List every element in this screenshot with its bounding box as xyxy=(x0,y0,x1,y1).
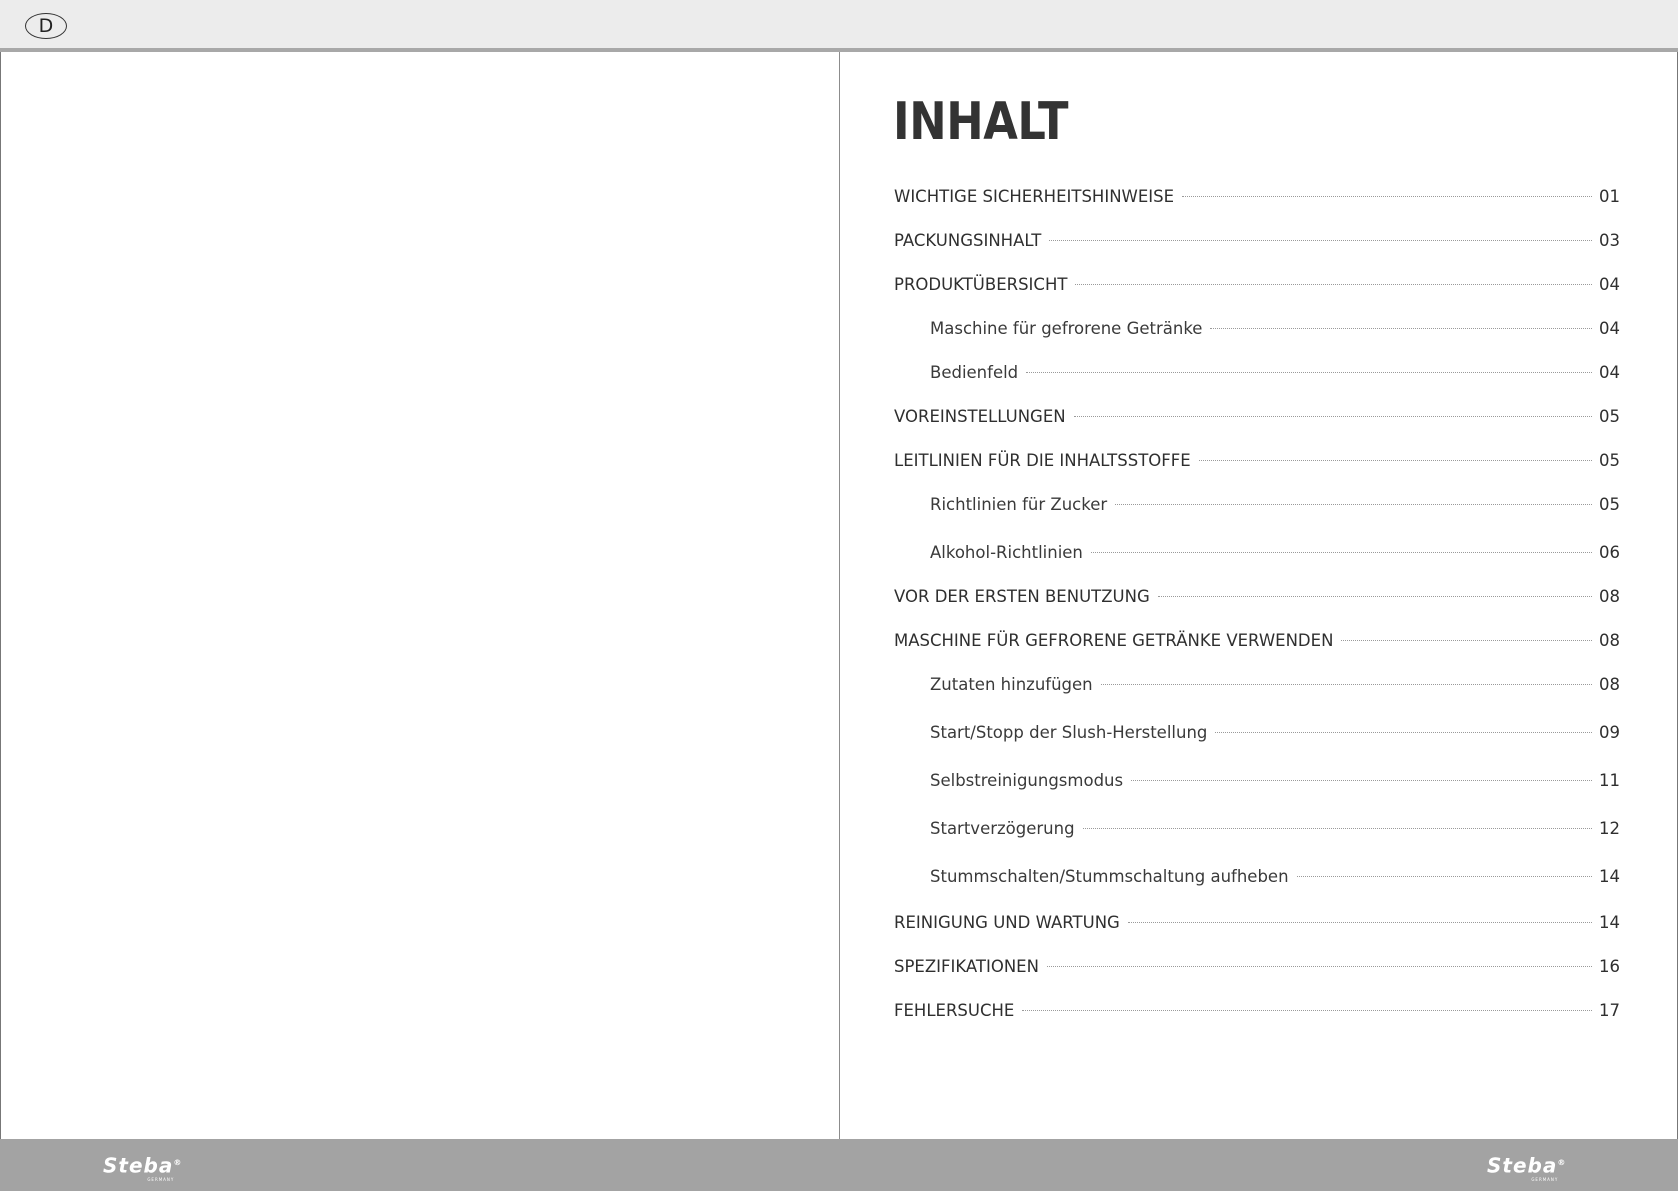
toc-dot-leader xyxy=(1131,780,1592,781)
toc-entry-label: PRODUKTÜBERSICHT xyxy=(894,275,1068,294)
toc-dot-leader xyxy=(1182,196,1592,197)
page-divider xyxy=(839,52,840,1139)
toc-entry-label: Stummschalten/Stummschaltung aufheben xyxy=(930,867,1289,886)
toc-entry[interactable] xyxy=(894,184,1620,210)
toc-entry-page: 08 xyxy=(1599,587,1620,606)
brand-name: Steba xyxy=(1487,1153,1558,1178)
toc-entry[interactable] xyxy=(930,816,1620,842)
toc-dot-leader xyxy=(1049,240,1592,241)
brand-tagline: GERMANY xyxy=(147,1176,175,1182)
toc-entry-page: 08 xyxy=(1599,631,1620,650)
toc-dot-leader xyxy=(1158,596,1592,597)
toc-entry-label: FEHLERSUCHE xyxy=(894,1001,1015,1020)
toc-entry[interactable] xyxy=(930,316,1620,342)
footer-bar xyxy=(0,1139,1678,1191)
toc-dot-leader xyxy=(1101,684,1592,685)
toc-entry-page: 06 xyxy=(1599,543,1620,562)
toc-entry-page: 14 xyxy=(1599,913,1620,932)
toc-entry[interactable] xyxy=(930,768,1620,794)
toc-entry-label: PACKUNGSINHALT xyxy=(894,231,1042,250)
toc-dot-leader xyxy=(1297,876,1592,877)
toc-entry-label: Startverzögerung xyxy=(930,819,1075,838)
toc-dot-leader xyxy=(1075,284,1592,285)
toc-entry-label: Selbstreinigungsmodus xyxy=(930,771,1124,790)
toc-title: INHALT xyxy=(893,92,1069,152)
toc-entry-page: 05 xyxy=(1599,407,1620,426)
brand-registered-mark: ® xyxy=(173,1158,183,1167)
toc-entry-page: 01 xyxy=(1599,187,1620,206)
toc-dot-leader xyxy=(1341,640,1592,641)
toc-dot-leader xyxy=(1115,504,1592,505)
toc-entry-page: 16 xyxy=(1599,957,1620,976)
toc-dot-leader xyxy=(1215,732,1592,733)
toc-entry-label: SPEZIFIKATIONEN xyxy=(894,957,1039,976)
toc-entry-page: 14 xyxy=(1599,867,1620,886)
toc-entry-label: MASCHINE FÜR GEFRORENE GETRÄNKE VERWENDEN xyxy=(894,631,1334,650)
toc-entry-label: VOR DER ERSTEN BENUTZUNG xyxy=(894,587,1150,606)
toc-entry-page: 12 xyxy=(1599,819,1620,838)
toc-entry[interactable] xyxy=(894,272,1620,298)
toc-dot-leader xyxy=(1022,1010,1592,1011)
toc-entry-label: Zutaten hinzufügen xyxy=(930,675,1093,694)
toc-entry[interactable] xyxy=(930,492,1620,518)
toc-entry-page: 03 xyxy=(1599,231,1620,250)
toc-entry-page: 04 xyxy=(1599,275,1620,294)
toc-dot-leader xyxy=(1128,922,1592,923)
toc-entry-label: Start/Stopp der Slush-Herstellung xyxy=(930,723,1208,742)
toc-entry-label: WICHTIGE SICHERHEITSHINWEISE xyxy=(894,187,1175,206)
toc-entry[interactable] xyxy=(930,540,1620,566)
toc-entry-label: REINIGUNG UND WARTUNG xyxy=(894,913,1120,932)
toc-entry-label: Richtlinien für Zucker xyxy=(930,495,1108,514)
toc-entry-page: 04 xyxy=(1599,319,1620,338)
brand-registered-mark: ® xyxy=(1557,1158,1567,1167)
toc-entry[interactable] xyxy=(894,910,1620,936)
toc-entry[interactable] xyxy=(894,448,1620,474)
toc-entry[interactable] xyxy=(894,404,1620,430)
toc-entry[interactable] xyxy=(930,720,1620,746)
brand-name: Steba xyxy=(103,1153,174,1178)
toc-dot-leader xyxy=(1074,416,1592,417)
toc-entry[interactable] xyxy=(894,228,1620,254)
toc-entry-label: Bedienfeld xyxy=(930,363,1019,382)
toc-entry-page: 04 xyxy=(1599,363,1620,382)
language-badge: D xyxy=(25,13,67,39)
toc-entry[interactable] xyxy=(930,672,1620,698)
toc-dot-leader xyxy=(1047,966,1592,967)
toc-entry-page: 09 xyxy=(1599,723,1620,742)
toc-dot-leader xyxy=(1199,460,1592,461)
toc-dot-leader xyxy=(1091,552,1592,553)
toc-entry-label: Alkohol-Richtlinien xyxy=(930,543,1083,562)
toc-entry-label: Maschine für gefrorene Getränke xyxy=(930,319,1203,338)
toc-entry-page: 11 xyxy=(1599,771,1620,790)
toc-entry-label: LEITLINIEN FÜR DIE INHALTSSTOFFE xyxy=(894,451,1191,470)
brand-logo-right xyxy=(1487,1152,1566,1182)
toc-dot-leader xyxy=(1026,372,1592,373)
toc-dot-leader xyxy=(1083,828,1592,829)
toc-dot-leader xyxy=(1210,328,1592,329)
toc-entry[interactable] xyxy=(930,360,1620,386)
brand-logo-left xyxy=(103,1152,182,1182)
toc-entry-page: 05 xyxy=(1599,495,1620,514)
brand-tagline: GERMANY xyxy=(1531,1176,1559,1182)
toc-entry-page: 17 xyxy=(1599,1001,1620,1020)
toc-entry-label: VOREINSTELLUNGEN xyxy=(894,407,1066,426)
header-bar xyxy=(0,0,1678,52)
toc-entry[interactable] xyxy=(894,628,1620,654)
toc-entry[interactable] xyxy=(930,864,1620,890)
toc-entry[interactable] xyxy=(894,998,1620,1024)
toc-entry-page: 08 xyxy=(1599,675,1620,694)
toc-entry-page: 05 xyxy=(1599,451,1620,470)
toc-entry[interactable] xyxy=(894,954,1620,980)
toc-entry[interactable] xyxy=(894,584,1620,610)
